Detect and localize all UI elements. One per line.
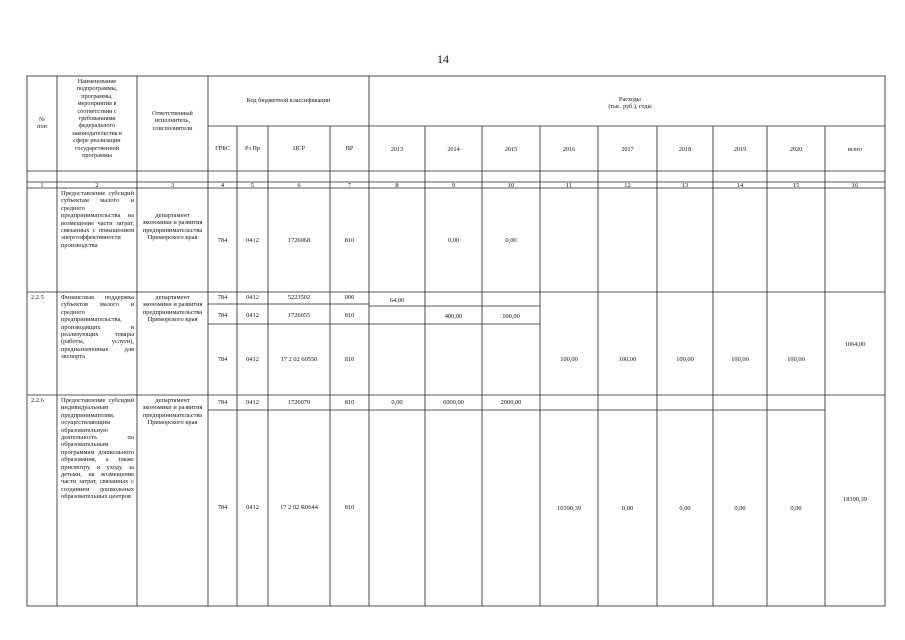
cell-rzpr: 0412 [246,399,259,406]
cell-csr: 1726068 [287,237,311,244]
cell-2013: 0,00 [391,399,403,406]
cell-2014: 0,00 [447,237,460,244]
cell-grbs: 784 [217,356,228,363]
row-name: Предоставление субсидий индивидуальным предпринимателям, осуществляющим образовательную деятельность по образовательным программам дошкольного образования, а также присмотру и уходу за детьми, на возмещение части затрат, связанных с созданием дошкольных образовательных центров [61,397,134,501]
cell-2017: 100,00 [618,356,637,363]
header-year: 2014 [447,146,460,153]
col-number: 10 [507,182,515,189]
cell-total: 1064,00 [844,341,866,348]
cell-2015: 100,00 [502,313,520,320]
cell-2017: 0,00 [621,505,634,512]
cell-vr: 810 [344,237,355,244]
header-year: 2016 [562,146,576,153]
cell-2019: 0,00 [734,505,746,512]
row-executor: департамент экономики и развития предпринимательства Приморского края [142,294,203,324]
cell-grbs: 784 [217,399,228,406]
header-csr: ЦСР [292,145,306,152]
col-number: 15 [792,182,800,189]
cell-grbs: 784 [217,504,228,511]
col-number: 16 [851,182,859,189]
row-name: Финансовая поддержка субъектов малого и среднего предпринимательства, производящих и реализующих товары (работы, услуги), предназначенные для экспорта [61,294,134,361]
col-number: 1 [40,182,44,189]
col-number: 4 [220,182,225,189]
header-vr: ВР [345,145,354,152]
cell-vr: 810 [344,356,355,363]
col-number: 9 [451,182,456,189]
cell-rzpr: 0412 [246,356,259,363]
header-kbk-group: Код бюджетной классификации [246,97,331,104]
cell-csr: 5223502 [287,294,311,301]
cell-vr: 000 [344,294,355,301]
cell-rzpr: 0412 [246,312,259,319]
cell-2019: 100,00 [731,356,749,363]
header-num: № поп [37,116,47,131]
cell-csr: 1726070 [287,399,311,406]
cell-vr: 810 [344,399,355,406]
header-year: 2020 [789,146,803,153]
header-executor: Ответственный исполнитель, соисполнители [152,110,193,132]
cell-total: 18390,39 [843,496,867,503]
cell-grbs: 784 [217,294,228,301]
cell-rzpr: 0412 [246,504,259,511]
cell-2015: 0,00 [505,237,517,244]
col-number: 7 [347,182,352,189]
header-grbs: ГРБС [215,145,230,152]
cell-2020: 100,00 [787,356,805,363]
cell-csr: 17 2 02 R0644 [280,504,318,511]
col-number: 14 [736,182,744,189]
cell-2014: 400,00 [444,313,463,320]
header-expenses-group: Расходы (тыс. руб.), годы [608,96,652,111]
col-number: 5 [250,182,255,189]
cell-csr: 1726055 [287,312,311,319]
page-number: 14 [437,52,449,66]
row-executor: департамент экономики и развития предпринимательства Приморского края [142,212,203,242]
row-executor: департамент экономики и развития предпринимательства Приморского края [142,397,203,427]
cell-grbs: 784 [217,237,228,244]
header-name: Наименование подпрограммы, программы, мероприятия в соответствии с требованиями федерального законодательства в сфере реализации государственной программы [72,78,122,160]
cell-vr: 810 [344,504,355,511]
col-number: 8 [395,182,399,189]
header-year: 2013 [390,146,404,153]
cell-2016: 100,00 [560,356,578,363]
row-num: 2.2.6 [31,397,44,404]
header-year: 2019 [733,146,747,153]
cell-grbs: 784 [217,312,228,319]
cell-2020: 0,00 [790,505,802,512]
cell-rzpr: 0412 [246,294,259,301]
cell-rzpr: 0412 [246,237,259,244]
cell-2016: 10390,39 [557,505,581,512]
col-number: 6 [297,182,301,189]
cell-vr: 810 [344,312,355,319]
row-num: 2.2.5 [31,294,44,301]
col-number: 13 [681,182,689,189]
cell-2013: 64,00 [389,297,405,304]
col-number: 12 [624,182,631,189]
col-number: 3 [170,182,175,189]
header-year: 2015 [504,146,518,153]
cell-2018: 100,00 [676,356,694,363]
header-rzpr: Рз Пр [245,145,260,152]
header-year: 2017 [621,146,634,153]
header-year: 2018 [678,146,692,153]
cell-2014: 6000,00 [443,399,464,406]
cell-csr: 17 2 02 60550 [280,356,318,363]
header-total: всего [848,146,862,153]
cell-2015: 2000,00 [500,399,522,406]
cell-2018: 0,00 [679,505,691,512]
row-name: Предоставление субсидий субъектам малого и среднего предпринимательства на возмещение части затрат, связанных с повышением энергоэффективности производства [61,190,134,249]
col-number: 2 [95,182,99,189]
col-number: 11 [565,182,573,189]
